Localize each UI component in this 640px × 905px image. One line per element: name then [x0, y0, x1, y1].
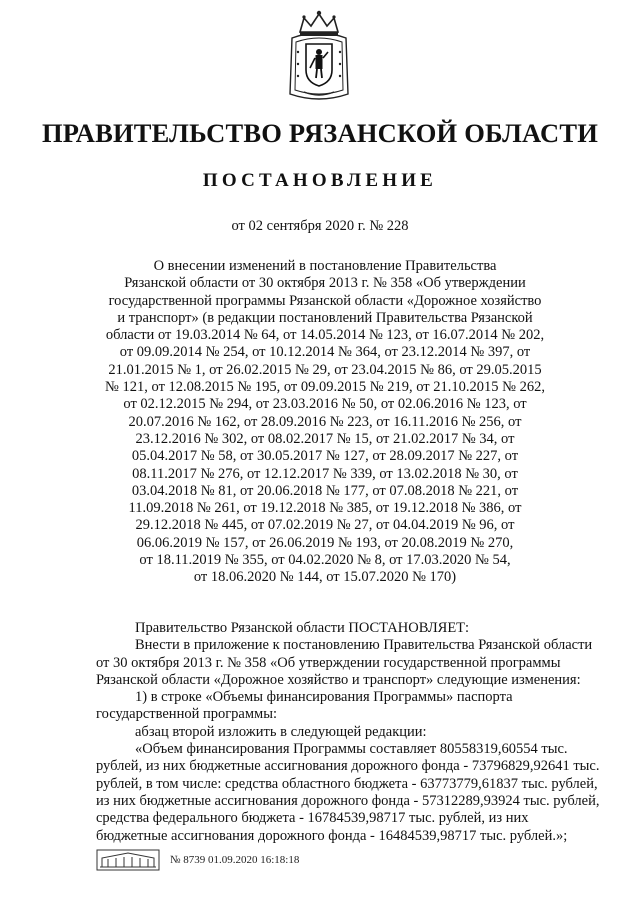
quote-line: «Объем финансирования Программы составляет 80558319,60554 тыс.: [135, 741, 568, 758]
quote-line: из них бюджетные ассигнования дорожного фонда - 57312289,93924 тыс. рублей,: [96, 792, 600, 809]
subject-line: 05.04.2017 № 58, от 30.05.2017 № 127, от 28.09.2017 № 227, от: [131, 448, 519, 465]
document-subject: [100, 258, 550, 587]
subject-line: от 18.06.2020 № 144, от 15.07.2020 № 170): [193, 569, 457, 586]
intro-line: от 30 октября 2013 г. № 358 «Об утверждении государственной программы: [96, 654, 561, 671]
decree-line: Правительство Рязанской области ПОСТАНОВЛЯЕТ:: [135, 620, 470, 636]
intro-line: Внести в приложение к постановлению Правительства Рязанской области: [135, 637, 593, 654]
subject-line: 08.11.2017 № 276, от 12.12.2017 № 339, от 13.02.2018 № 30, от: [132, 465, 518, 482]
building-stamp-icon: [96, 849, 160, 871]
document-body: [96, 620, 600, 845]
subject-line: 11.09.2018 № 261, от 19.12.2018 № 385, от 19.12.2018 № 386, от: [128, 500, 522, 517]
subject-line: и транспорт» (в редакции постановлений Правительства Рязанской: [117, 309, 533, 326]
subject-line: 21.01.2015 № 1, от 26.02.2015 № 29, от 23.04.2015 № 86, от 29.05.2015: [108, 361, 542, 378]
subject-line: от 02.12.2015 № 294, от 23.03.2016 № 50, от 02.06.2016 № 123, от: [123, 396, 527, 413]
quote-line: рублей, в том числе: средства областного бюджета - 63773779,61837 тыс. рублей,: [96, 775, 598, 792]
government-title: ПРАВИТЕЛЬСТВО РЯЗАНСКОЙ ОБЛАСТИ: [41, 118, 599, 148]
abzac-line: абзац второй изложить в следующей редакции:: [135, 723, 427, 740]
registration-footer: [96, 849, 299, 871]
subject-line: 23.12.2016 № 302, от 08.02.2017 № 15, от 21.02.2017 № 34, от: [135, 430, 515, 447]
document-type: ПОСТАНОВЛЕНИЕ: [202, 170, 438, 191]
quote-line: бюджетные ассигнования дорожного фонда - 16484539,98717 тыс. рублей.»;: [96, 827, 568, 844]
subject-line: от 18.11.2019 № 355, от 04.02.2020 № 8, от 17.03.2020 № 54,: [139, 552, 511, 569]
subject-line: 29.12.2018 № 445, от 07.02.2019 № 27, от 04.04.2019 № 96, от: [135, 517, 515, 534]
subject-line: 03.04.2018 № 81, от 20.06.2018 № 177, от 07.08.2018 № 221, от: [131, 482, 519, 499]
coat-of-arms-icon: [286, 8, 352, 102]
quote-line: рублей, из них бюджетные ассигнования дорожного фонда - 73796829,92641 тыс.: [96, 758, 600, 775]
subject-line: государственной программы Рязанской области «Дорожное хозяйство: [108, 292, 542, 309]
subject-line: Рязанской области от 30 октября 2013 г. № 358 «Об утверждении: [124, 275, 526, 292]
item-line: государственной программы:: [96, 706, 277, 723]
subject-line: № 121, от 12.08.2015 № 195, от 09.09.2015 № 219, от 21.10.2015 № 262,: [105, 379, 545, 396]
registration-number: № 8739 01.09.2020 16:18:18: [170, 854, 300, 866]
item-line: 1) в строке «Объемы финансирования Программы» паспорта: [135, 689, 513, 706]
subject-line: области от 19.03.2014 № 64, от 14.05.2014 № 123, от 16.07.2014 № 202,: [105, 327, 545, 344]
intro-line: Рязанской области «Дорожное хозяйство и транспорт» следующие изменения:: [96, 671, 581, 688]
document-date-number: от 02 сентября 2020 г. № 228: [231, 218, 409, 234]
subject-line: 20.07.2016 № 162, от 28.09.2016 № 223, от 16.11.2016 № 256, от: [128, 413, 522, 430]
subject-line: 06.06.2019 № 157, от 26.06.2019 № 193, от 20.08.2019 № 270,: [136, 534, 514, 551]
subject-line: от 09.09.2014 № 254, от 10.12.2014 № 364, от 23.12.2014 № 397, от: [119, 344, 531, 361]
quote-line: средства федерального бюджета - 16784539,98717 тыс. рублей, из них: [96, 810, 529, 827]
subject-line: О внесении изменений в постановление Правительства: [153, 258, 497, 274]
